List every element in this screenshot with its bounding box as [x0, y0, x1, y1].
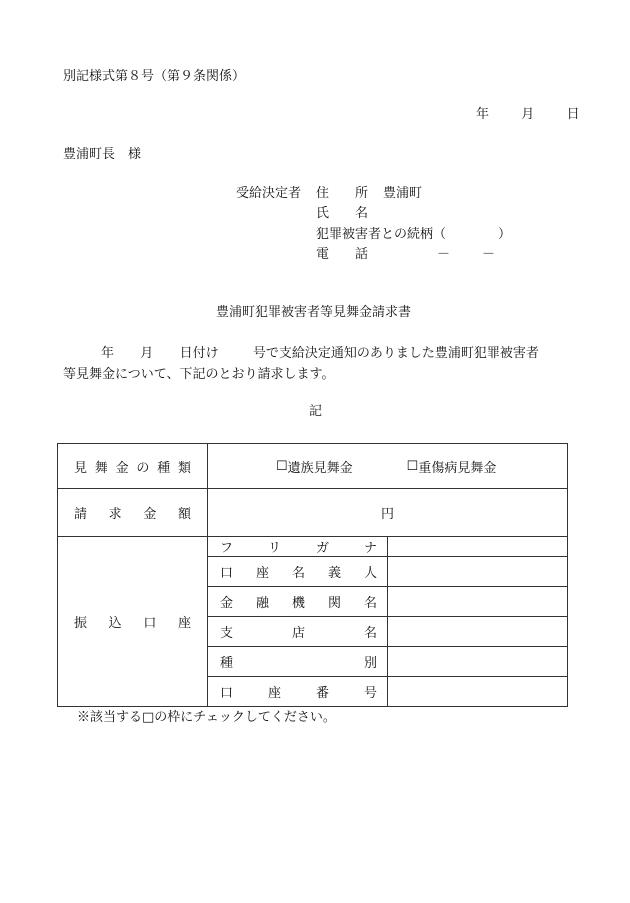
label-char: 機 — [291, 596, 305, 611]
label-char: 口 — [220, 566, 234, 581]
label-char: 番 — [315, 686, 329, 701]
sub-value-cell[interactable] — [388, 677, 568, 707]
label-char: 種 — [157, 460, 171, 476]
label-char: 座 — [267, 686, 281, 701]
table-row — [58, 537, 568, 557]
sub-label — [220, 652, 377, 671]
body-line-2: 等見舞金について、下記のとおり請求します。 — [63, 367, 335, 382]
amount-unit: 円 — [380, 507, 394, 522]
sub-value-cell[interactable] — [388, 647, 568, 677]
date-line — [476, 108, 580, 121]
label-char: ナ — [363, 541, 377, 556]
sub-value-cell[interactable] — [388, 617, 568, 647]
body-continuation: 号で支給決定通知のありました豊浦町犯罪被害者 — [252, 346, 539, 361]
sub-label — [220, 537, 377, 556]
sub-label-cell — [208, 557, 388, 587]
label-char: フ — [220, 541, 234, 556]
sub-value-cell[interactable] — [388, 537, 568, 557]
label-char: 店 — [291, 626, 305, 641]
label-char: 融 — [255, 596, 269, 611]
applicant-role-label: 受給決定者 — [236, 186, 302, 201]
label-char: 類 — [177, 460, 191, 476]
label-char: 金 — [115, 460, 129, 476]
label-char: 額 — [177, 507, 191, 522]
option-bereaved[interactable] — [276, 457, 353, 476]
addressee: 豊浦町長 様 — [63, 147, 142, 162]
label-char: の — [136, 460, 150, 476]
sub-label-cell — [208, 537, 388, 557]
label-char: ガ — [315, 541, 329, 556]
label-char: 別 — [363, 656, 377, 671]
footnote: ※該当する□の枠にチェックしてください。 — [77, 710, 336, 725]
label-char: 関 — [327, 596, 341, 611]
label-char: 口 — [143, 616, 157, 631]
body-day: 日付け — [179, 346, 219, 361]
sub-value-cell[interactable] — [388, 587, 568, 617]
option-injury[interactable] — [407, 457, 497, 476]
label-char: 見 — [74, 460, 88, 476]
label-char: 座 — [255, 566, 269, 581]
body-month: 月 — [140, 346, 154, 361]
checkbox-icon[interactable]: ☐ — [406, 458, 419, 474]
label-char: 名 — [291, 566, 305, 581]
transfer-label — [74, 612, 191, 631]
label-char: 金 — [143, 507, 157, 522]
table-row — [58, 444, 568, 489]
sub-label-cell — [208, 647, 388, 677]
document-title: 豊浦町犯罪被害者等見舞金請求書 — [216, 305, 412, 320]
label-char: 支 — [220, 626, 234, 641]
sub-label — [220, 592, 377, 611]
amount-value-cell[interactable] — [208, 489, 568, 537]
sub-label-cell — [208, 677, 388, 707]
name-label: 氏 名 — [316, 206, 369, 221]
checkbox-icon[interactable]: ☐ — [276, 458, 288, 474]
address-value: 豊浦町 — [383, 186, 423, 201]
sub-label — [220, 622, 377, 641]
option-bereaved-label: 遺族見舞金 — [287, 460, 353, 476]
body-year: 年 — [101, 346, 115, 361]
label-char: 座 — [177, 616, 191, 631]
label-char: 号 — [363, 686, 377, 701]
label-char: 舞 — [94, 460, 108, 476]
label-char: リ — [267, 541, 281, 556]
phone-dash-1: － — [437, 247, 451, 262]
form-number: 別記様式第８号（第９条関係） — [63, 69, 246, 84]
label-char: 人 — [363, 566, 377, 581]
date-year: 年 — [476, 107, 490, 122]
amount-label-cell — [58, 489, 208, 537]
sub-label-cell — [208, 617, 388, 647]
label-char: 振 — [74, 616, 88, 631]
ki-heading: 記 — [309, 404, 323, 419]
date-month: 月 — [521, 107, 535, 122]
label-char: 種 — [220, 656, 234, 671]
relation-label: 犯罪被害者との続柄（ ） — [316, 227, 512, 242]
label-char: 名 — [363, 626, 377, 641]
type-label-cell — [58, 444, 208, 489]
phone-dash-2: － — [482, 247, 496, 262]
label-char: 込 — [108, 616, 122, 631]
body-line-1 — [101, 347, 539, 360]
sub-label-cell — [208, 587, 388, 617]
amount-label — [74, 503, 191, 522]
date-day: 日 — [566, 107, 580, 122]
label-char: 金 — [220, 596, 234, 611]
label-char: 求 — [108, 507, 122, 522]
type-options-cell — [208, 444, 568, 489]
label-char: 名 — [363, 596, 377, 611]
transfer-label-cell — [58, 537, 208, 707]
label-char: 口 — [220, 686, 234, 701]
label-char: 義 — [327, 566, 341, 581]
sub-label — [220, 562, 377, 581]
option-injury-label: 重傷病見舞金 — [418, 460, 497, 476]
phone-label: 電 話 — [316, 247, 369, 262]
sub-value-cell[interactable] — [388, 557, 568, 587]
sub-label — [220, 682, 377, 701]
type-label — [74, 457, 191, 476]
claim-table — [57, 443, 568, 707]
table-row — [58, 489, 568, 537]
label-char: 請 — [74, 507, 88, 522]
address-label: 住 所 — [316, 186, 369, 201]
